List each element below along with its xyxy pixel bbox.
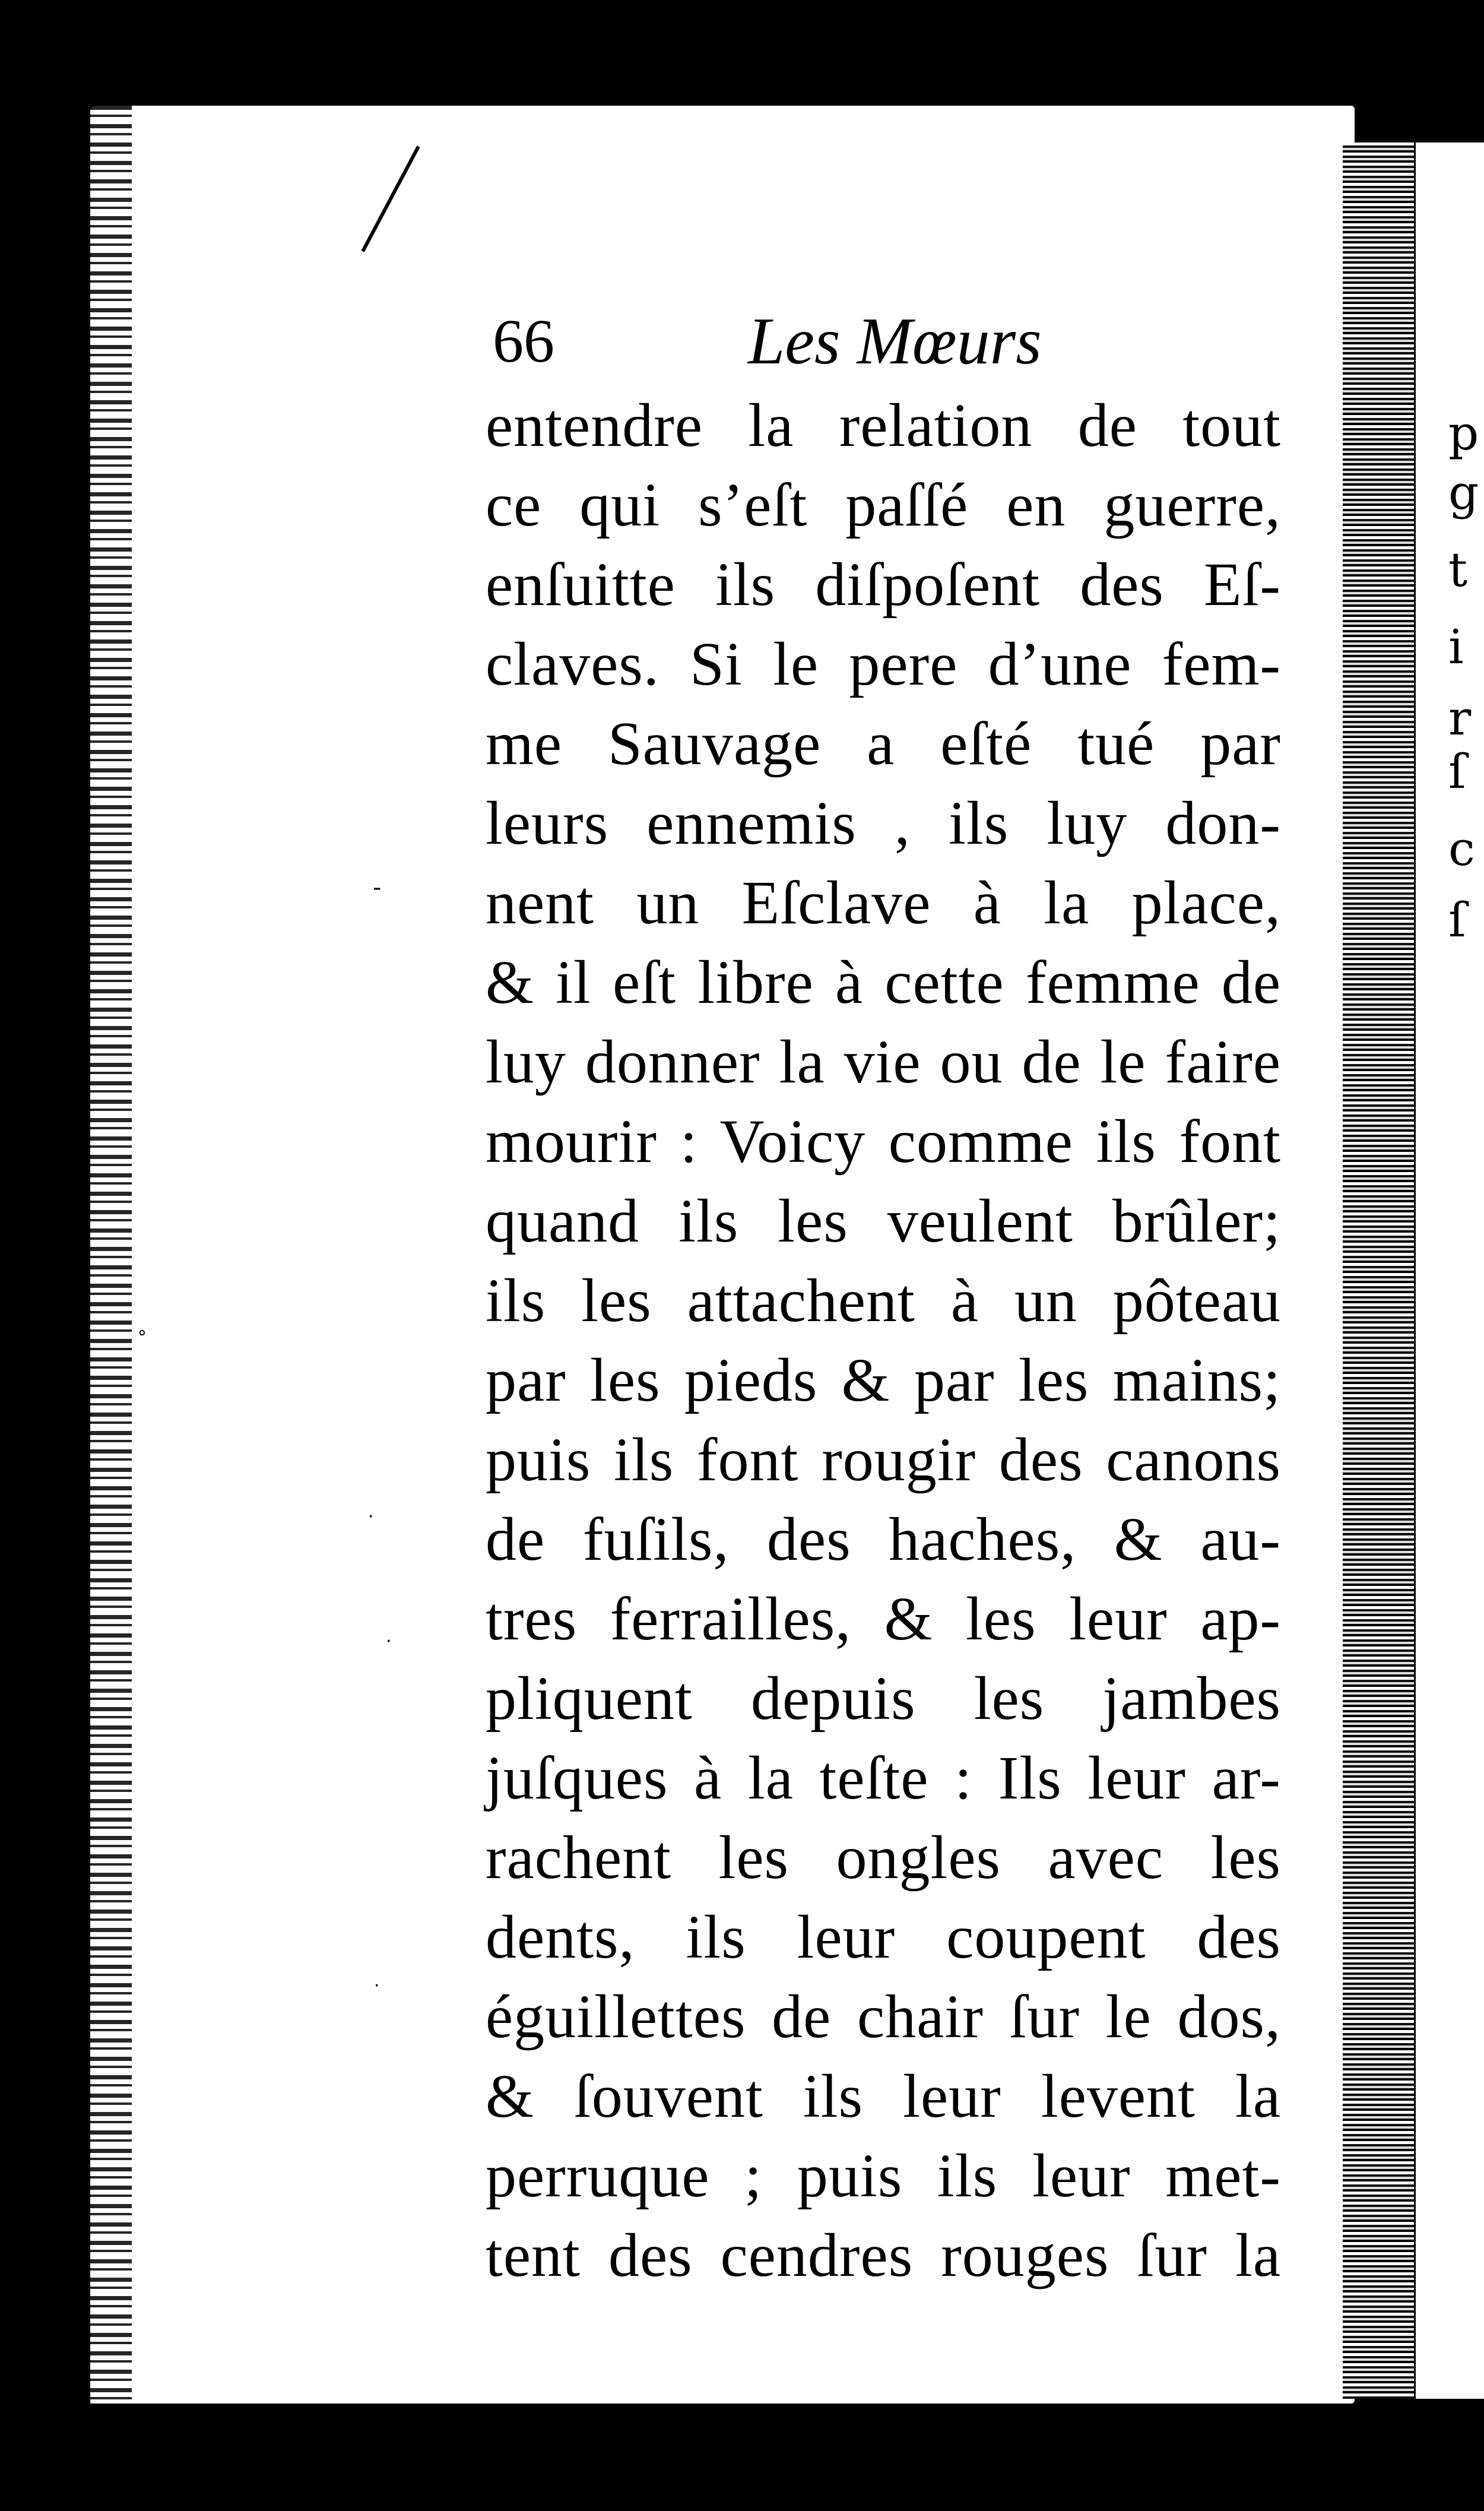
next-page-letter: p (1448, 406, 1479, 461)
text-line: & ſouvent ils leur levent la (486, 2062, 1281, 2130)
page-edge-strip (1343, 143, 1414, 2399)
text-line: tres ferrailles, & les leur ap- (486, 1585, 1281, 1653)
text-line: par les pieds & par les mains; (486, 1346, 1281, 1414)
text-line: ils les attachent à un pôteau (486, 1266, 1281, 1335)
text-line: entendre la relation de tout (486, 391, 1281, 460)
text-line: rachent les ongles avec les (486, 1823, 1281, 1892)
text-line: perruque ; puis ils leur met- (486, 2142, 1281, 2210)
text-line: claves. Si le pere d’une fem- (486, 630, 1281, 698)
next-page-letter: g (1448, 465, 1479, 520)
next-page-letter: t (1448, 542, 1468, 597)
pen-mark: · (374, 1975, 380, 1996)
text-line: enſuitte ils diſpoſent des Eſ- (486, 550, 1281, 619)
next-page-letter: i (1448, 619, 1464, 675)
text-line: quand ils les veulent brûler; (486, 1187, 1281, 1255)
text-line: juſques à la teſte : Ils leur ar- (486, 1744, 1281, 1812)
next-page-letter: ſ (1448, 744, 1466, 799)
pen-mark: ∘ (137, 1322, 148, 1343)
text-line: dents, ils leur coupent des (486, 1903, 1281, 1971)
text-line: mourir : Voicy comme ils font (486, 1107, 1281, 1176)
text-line: éguillettes de chair ſur le dos, (486, 1983, 1281, 2051)
text-line: nent un Eſclave à la place, (486, 869, 1281, 937)
text-line: leurs ennemis , ils luy don- (486, 789, 1281, 857)
body-text (486, 386, 1281, 2295)
text-line: & il eſt libre à cette femme de (486, 948, 1281, 1017)
text-line: de fuſils, des haches, & au- (486, 1505, 1281, 1573)
text-line: pliquent depuis les jambes (486, 1664, 1281, 1733)
text-line: luy donner la vie ou de le faire (486, 1028, 1281, 1096)
pen-mark: · (386, 1631, 392, 1652)
pen-mark: · (368, 1506, 374, 1527)
text-line: puis ils font rougir des canons (486, 1426, 1281, 1494)
running-title: Les Mœurs (748, 305, 1042, 378)
binding-edge (90, 106, 132, 2404)
page-header (493, 300, 1294, 383)
pen-mark: ‐ (373, 874, 382, 901)
page-number: 66 (493, 307, 554, 375)
next-page-letter: r (1448, 691, 1472, 746)
text-line: me Sauvage a eſté tué par (486, 710, 1281, 778)
text-line: tent des cendres rouges ſur la (486, 2221, 1281, 2290)
next-page-letter: c (1448, 821, 1475, 876)
next-page-letter: ſ (1448, 892, 1466, 948)
text-line: ce qui s’eſt paſſé en guerre, (486, 471, 1281, 539)
